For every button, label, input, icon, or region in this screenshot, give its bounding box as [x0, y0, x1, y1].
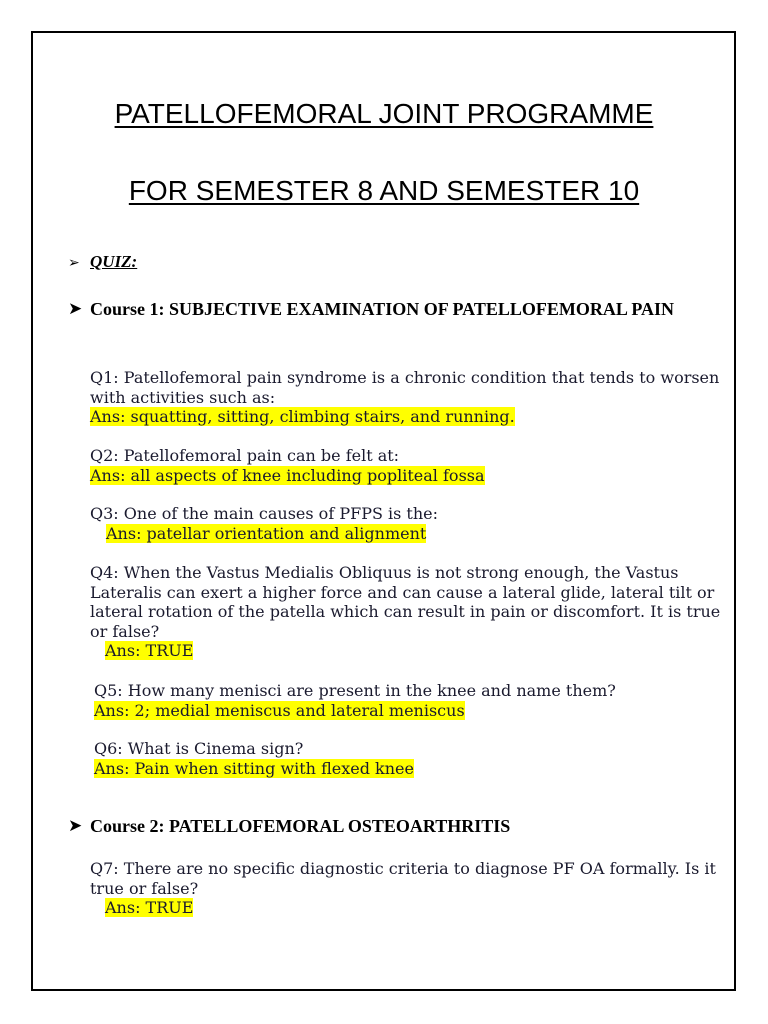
- answer-text: Ans: 2; medial meniscus and lateral meniscus: [94, 700, 465, 720]
- answer-text: Ans: patellar orientation and alignment: [106, 523, 427, 543]
- course-heading-text: Course 1: SUBJECTIVE EXAMINATION OF PATELLOFEMORAL PAIN: [90, 299, 675, 319]
- course-heading: [68, 298, 718, 321]
- course-heading: [68, 815, 718, 838]
- arrowhead-bullet-icon: ➢: [68, 255, 80, 271]
- document-subtitle: FOR SEMESTER 8 AND SEMESTER 10: [128, 175, 640, 206]
- answer-text: Ans: squatting, sitting, climbing stairs, and running.: [90, 407, 515, 426]
- arrowhead-bullet-icon: ➤: [68, 299, 83, 319]
- question-block: [90, 563, 730, 661]
- question-block: [94, 739, 730, 778]
- question-block: [90, 859, 730, 918]
- question-text: Q6: What is Cinema sign?: [94, 739, 304, 758]
- answer-text: Ans: Pain when sitting with flexed knee: [94, 758, 414, 778]
- question-text: Q2: Patellofemoral pain can be felt at:: [90, 446, 400, 465]
- question-block: [90, 504, 730, 543]
- question-text: Q7: There are no specific diagnostic criteria to diagnose PF OA formally. Is it true or false?: [90, 859, 716, 898]
- question-block: [90, 368, 730, 427]
- answer-text: Ans: all aspects of knee including popliteal fossa: [90, 465, 485, 485]
- answer-text: Ans: TRUE: [105, 641, 194, 660]
- answer-text: Ans: TRUE: [105, 898, 194, 917]
- quiz-bullet: [68, 252, 137, 272]
- question-block: [94, 681, 730, 720]
- arrowhead-bullet-icon: ➤: [68, 816, 83, 836]
- question-text: Q4: When the Vastus Medialis Obliquus is not strong enough, the Vastus Lateralis can exert a higher force and can cause a lateral glide, lateral tilt or lateral rotation of the patella which can result in pain or discomfort. It is true or false?: [90, 563, 721, 641]
- question-text: Q1: Patellofemoral pain syndrome is a chronic condition that tends to worsen with activities such as:: [90, 368, 720, 407]
- question-text: Q3: One of the main causes of PFPS is the:: [90, 504, 439, 523]
- question-block: [90, 446, 730, 485]
- quiz-label: QUIZ:: [90, 252, 138, 271]
- document-title: PATELLOFEMORAL JOINT PROGRAMME: [114, 98, 654, 129]
- question-text: Q5: How many menisci are present in the knee and name them?: [94, 681, 616, 700]
- course-heading-text: Course 2: PATELLOFEMORAL OSTEOARTHRITIS: [90, 816, 511, 836]
